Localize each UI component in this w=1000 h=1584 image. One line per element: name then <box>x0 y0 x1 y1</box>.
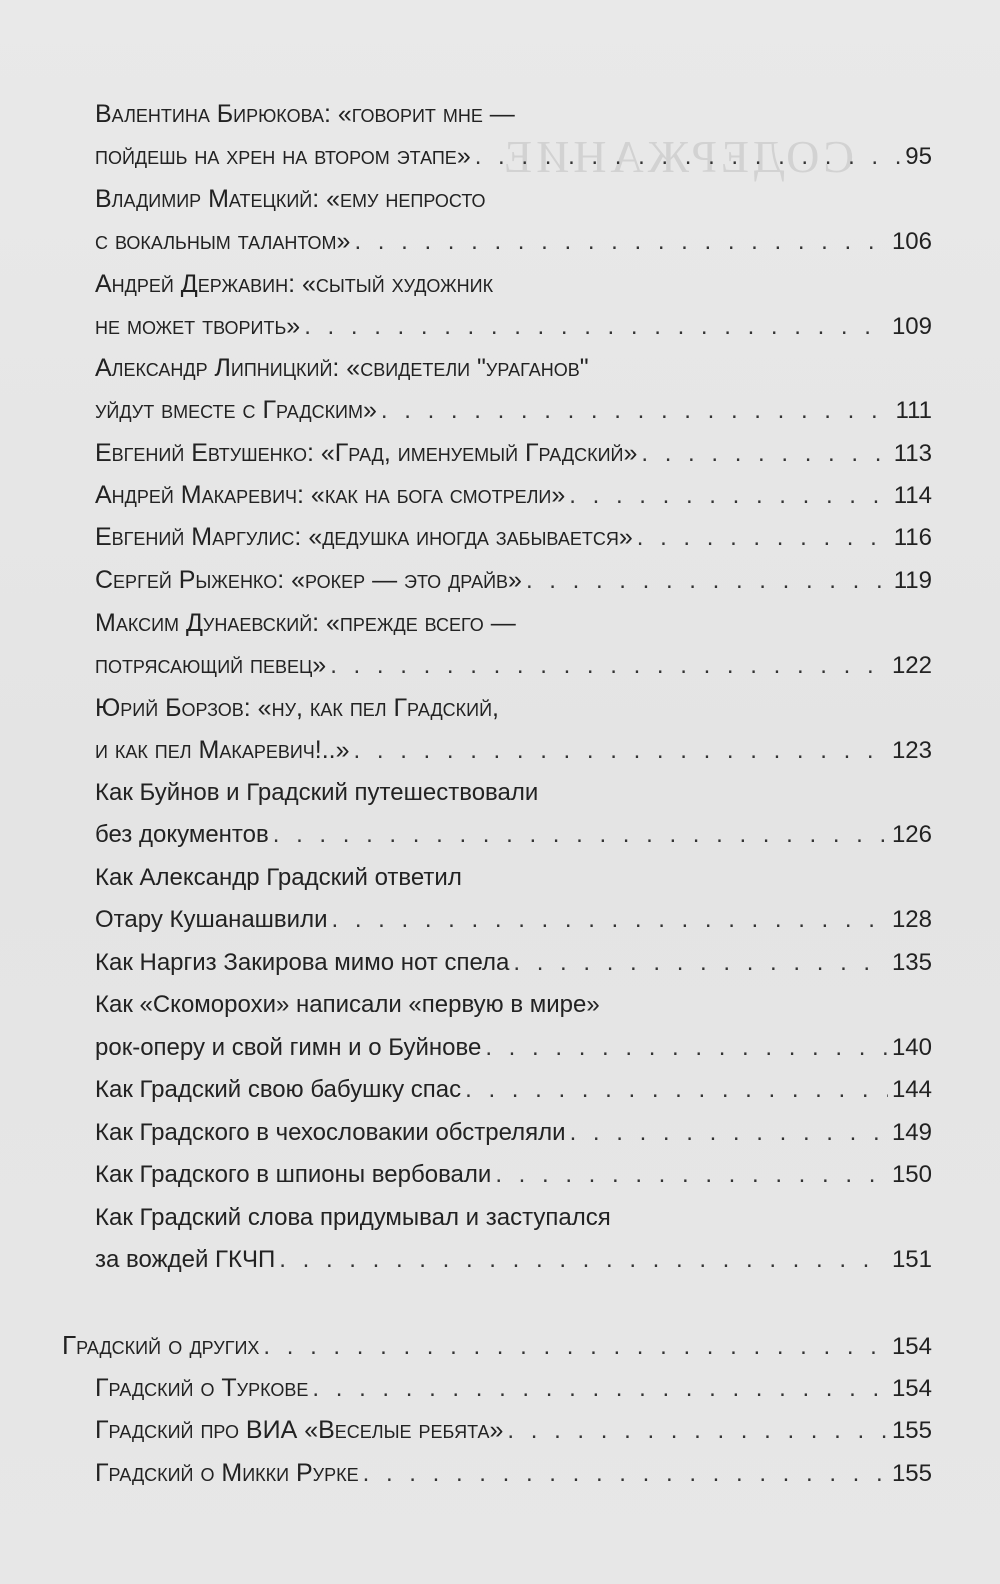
page-number: 119 <box>893 567 932 594</box>
toc-entry-line1 <box>95 773 932 813</box>
toc-entry-text: не может творить» <box>95 312 301 340</box>
page-number: 111 <box>895 397 932 424</box>
toc-entry[interactable] <box>95 1155 932 1195</box>
leader-dots <box>513 943 888 983</box>
page-number: 95 <box>905 143 932 170</box>
toc-entry[interactable] <box>95 943 932 983</box>
leader-dots <box>304 307 888 347</box>
leader-dots <box>485 1028 888 1068</box>
toc-entry-text: Евгений Маргулис: «дедушка иногда забывается» <box>95 523 633 551</box>
toc-subentry[interactable] <box>95 1368 932 1408</box>
toc-entry-text: с вокальным талантом» <box>95 227 351 255</box>
toc-entry[interactable] <box>95 560 932 600</box>
leader-dots <box>526 561 890 601</box>
toc-entry-text: Валентина Бирюкова: «говорит мне — <box>95 100 515 128</box>
toc-entry-line1 <box>95 348 932 388</box>
page-number: 109 <box>891 313 932 340</box>
toc-subentry[interactable] <box>95 1410 932 1450</box>
page-number: 135 <box>891 949 932 976</box>
leader-dots <box>263 1327 888 1367</box>
leader-dots <box>363 1454 888 1494</box>
toc-entry[interactable] <box>95 475 932 515</box>
leader-dots <box>641 434 889 474</box>
toc-entry[interactable] <box>95 1240 932 1280</box>
leader-dots <box>354 731 888 771</box>
leader-dots <box>279 1240 888 1280</box>
toc-entry-line1 <box>95 603 932 643</box>
toc-entry[interactable] <box>95 221 932 261</box>
toc-entry-text: рок-оперу и свой гимн и о Буйнове <box>95 1034 482 1061</box>
toc-entry-text: Андрей Державин: «сытый художник <box>95 270 494 298</box>
page-number: 144 <box>891 1076 932 1103</box>
leader-dots <box>465 1070 888 1110</box>
toc-entry[interactable] <box>95 645 932 685</box>
leader-dots <box>354 222 888 262</box>
toc-entry-text: Как Буйнов и Градский путешествовали <box>95 779 539 806</box>
toc-entry-text: Как Градский слова придумывал и заступался <box>95 1204 611 1231</box>
toc-entry-text: Градский о Микки Рурке <box>95 1459 359 1487</box>
toc-entry-text: Сергей Рыженко: «рокер — это драйв» <box>95 566 522 594</box>
toc-entry-text: Как Наргиз Закирова мимо нот спела <box>95 949 510 976</box>
toc-entry-line1 <box>95 985 932 1025</box>
page-number: 122 <box>891 652 932 679</box>
leader-dots <box>381 391 892 431</box>
page-number: 149 <box>891 1119 932 1146</box>
leader-dots <box>507 1411 888 1451</box>
toc-entry-text: Градский о Туркове <box>95 1374 309 1402</box>
toc-entry[interactable] <box>95 433 932 473</box>
toc-entry-line1 <box>95 94 932 134</box>
leader-dots <box>330 646 888 686</box>
page-number: 126 <box>891 821 932 848</box>
toc-entry-text: Владимир Матецкий: «ему непросто <box>95 185 486 213</box>
toc-entry-text: потрясающий певец» <box>95 651 327 679</box>
show-through-text: СОДЕРЖАНИЕ <box>500 131 855 182</box>
toc-entry-text: Как Градского в чехословакии обстреляли <box>95 1119 566 1146</box>
toc-entry-text: за вождей ГКЧП <box>95 1246 276 1273</box>
leader-dots <box>495 1155 888 1195</box>
toc-entry-text: Андрей Макаревич: «как на бога смотрели» <box>95 481 566 509</box>
leader-dots <box>273 815 888 855</box>
toc-entry-text: Максим Дунаевский: «прежде всего — <box>95 609 516 637</box>
page-number: 106 <box>891 228 932 255</box>
toc-entry[interactable] <box>95 517 932 557</box>
toc-subentry[interactable] <box>95 1453 932 1493</box>
toc-entry-text: Как Градский свою бабушку спас <box>95 1076 462 1103</box>
leader-dots <box>569 476 889 516</box>
toc-entry[interactable] <box>95 136 932 176</box>
toc-entry[interactable] <box>95 900 932 940</box>
section-title: Градский о других <box>62 1330 260 1360</box>
toc-entry-text: без документов <box>95 821 269 848</box>
toc-entry-text: Юрий Борзов: «ну, как пел Градский, <box>95 694 499 722</box>
toc-entry[interactable] <box>95 1028 932 1068</box>
toc-entry-line1 <box>95 1198 932 1238</box>
page-number: 116 <box>893 524 932 551</box>
toc-entry-text: Как Александр Градский ответил <box>95 864 462 891</box>
toc-entry-text: уйдут вместе с Градским» <box>95 396 377 424</box>
page-number: 155 <box>891 1460 932 1487</box>
toc-entry-line1 <box>95 264 932 304</box>
toc-section-entry[interactable] <box>62 1325 932 1365</box>
toc-entry-text: Отару Кушанашвили <box>95 906 328 933</box>
toc-entry[interactable] <box>95 1070 932 1110</box>
toc-entry-text: и как пел Макаревич!..» <box>95 736 350 764</box>
page-number: 128 <box>891 906 932 933</box>
page-number: 114 <box>893 482 932 509</box>
page-number: 140 <box>891 1034 932 1061</box>
leader-dots <box>332 900 888 940</box>
leader-dots <box>570 1113 888 1153</box>
toc-entry-line1 <box>95 688 932 728</box>
page-number: 154 <box>891 1375 932 1402</box>
page-number: 123 <box>891 737 932 764</box>
toc-entry[interactable] <box>95 815 932 855</box>
page-number: 150 <box>891 1161 932 1188</box>
page-number: 113 <box>893 440 932 467</box>
toc-entry[interactable] <box>95 730 932 770</box>
toc-entry-text: Евгений Евтушенко: «Град, именуемый Градский» <box>95 439 638 467</box>
page-number: 154 <box>891 1333 932 1360</box>
toc-entry-text: Александр Липницкий: «свидетели "ураганов" <box>95 354 589 382</box>
page-number: 155 <box>891 1417 932 1444</box>
toc-entry-text: Как «Скоморохи» написали «первую в мире» <box>95 991 600 1018</box>
toc-entry-text: Градский про ВИА «Веселые ребята» <box>95 1416 504 1444</box>
toc-entry-line1 <box>95 179 932 219</box>
leader-dots <box>475 137 902 177</box>
toc-entry-text: пойдешь на хрен на втором этапе» <box>95 142 471 170</box>
toc-entry[interactable] <box>95 1113 932 1153</box>
toc-entry[interactable] <box>95 390 932 430</box>
leader-dots <box>312 1369 888 1409</box>
toc-entry-text: Как Градского в шпионы вербовали <box>95 1161 492 1188</box>
toc-entry[interactable] <box>95 306 932 346</box>
page-number: 151 <box>891 1246 932 1273</box>
leader-dots <box>637 518 890 558</box>
toc-entry-line1 <box>95 858 932 898</box>
